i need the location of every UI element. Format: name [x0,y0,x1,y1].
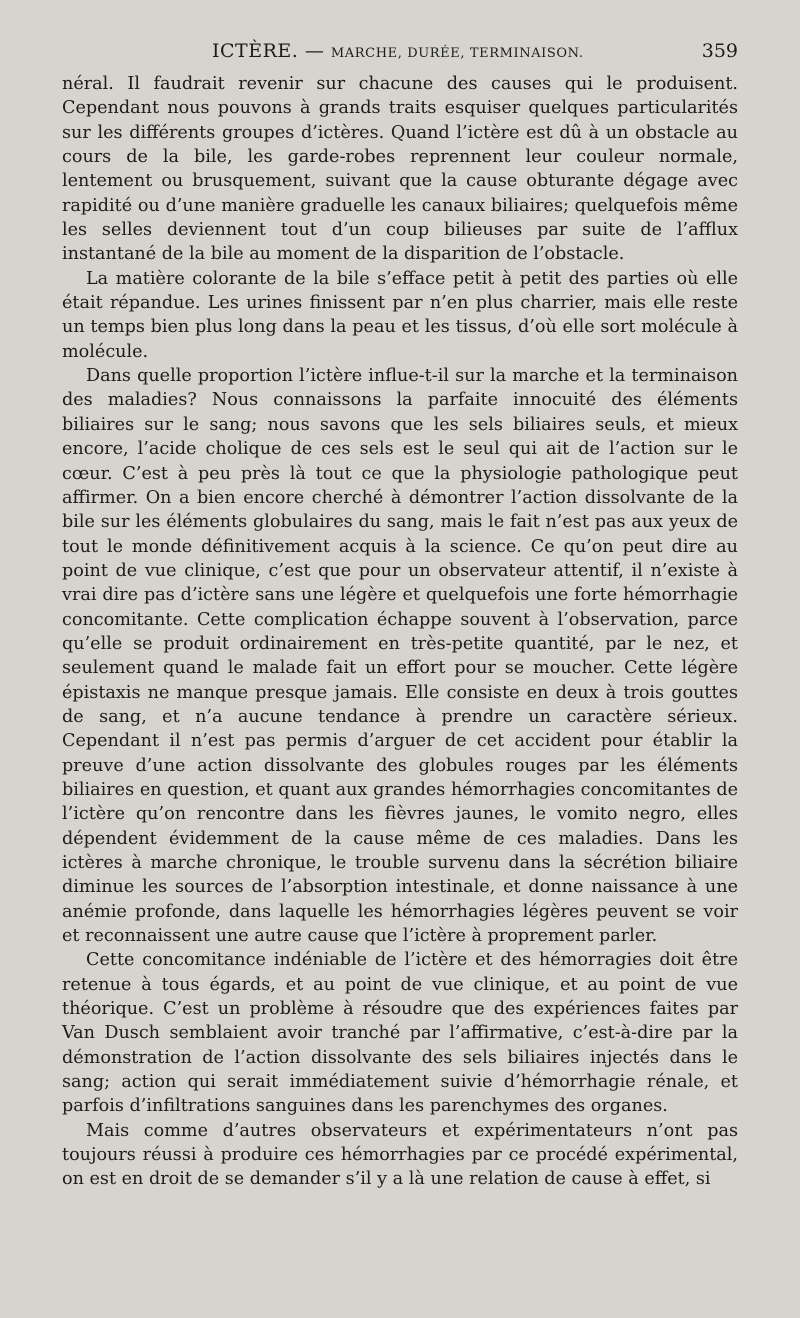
paragraph-3: Dans quelle proportion l’ictère influe-t-il sur la marche et la terminaison des maladies? Nous connaissons la parfaite innocuité des éléments biliaires sur le sang; nous savons que les sels biliaires seuls, et mieux encore, l’acide cholique de ces sels est le seul qui ait de l’action sur le cœur. C’est à peu près là tout ce que la physiologie pathologique peut affirmer. On a bien encore cherché à démontrer l’action dissolvante de la bile sur les éléments globulaires du sang, mais le fait n’est pas aux yeux de tout le monde définitivement acquis à la science. Ce qu’on peut dire au point de vue clinique, c’est que pour un observateur attentif, il n’existe à vrai dire pas d’ictère sans une légère et quelquefois une forte hémorrhagie concomitante. Cette complication échappe souvent à l’observation, parce qu’elle se produit ordinairement en très-petite quantité, par le nez, et seulement quand le malade fait un effort pour se moucher. Cette légère épistaxis ne manque presque jamais. Elle consiste en deux à trois gouttes de sang, et n’a aucune tendance à prendre un caractère sérieux. Cependant il n’est pas permis d’arguer de cet accident pour établir la preuve d’une action dissolvante des globules rouges par les éléments biliaires en question, et quant aux grandes hémorrhagies concomitantes de l’ictère qu’on rencontre dans les fièvres jaunes, le vomito negro, elles dépendent évidemment de la cause même de ces maladies. Dans les ictères à marche chronique, le trouble survenu dans la sécrétion biliaire diminue les sources de l’absorption intestinale, et donne naissance à une anémie profonde, dans laquelle les hémorrhagies légères peuvent se voir et reconnaissent une autre cause que l’ictère à proprement parler. [62,366,738,947]
paragraph-1: néral. Il faudrait revenir sur chacune des causes qui le produisent. Cependant nous pouvons à grands traits esquiser quelques particularités sur les différents groupes d’ictères. Quand l’ictère est dû à un obstacle au cours de la bile, les garde-robes reprennent leur couleur normale, lentement ou brusquement, suivant que la cause obturante dégage avec rapidité ou d’une manière graduelle les canaux biliaires; quelquefois même les selles deviennent tout d’un coup bilieuses par suite de l’afflux instantané de la bile au moment de la disparition de l’obstacle. [62,74,738,265]
running-title [212,36,584,69]
paragraph-2: La matière colorante de la bile s’efface petit à petit des parties où elle était répandue. Les urines finissent par n’en plus charrier, mais elle reste un temps bien plus long dans la peau et les tissus, d’où elle sort molécule à molécule. [62,268,738,362]
page-number: 359 [701,40,738,62]
paragraph-5: Mais comme d’autres observateurs et expérimentateurs n’ont pas toujours réussi à produire ces hémorrhagies par ce procédé expérimental, on est en droit de se demander s’il y a là une relation de cause à effet, si [62,1120,738,1190]
paragraph-4: Cette concomitance indéniable de l’ictère et des hémorragies doit être retenue à tous égards, et au point de vue clinique, et au point de vue théorique. C’est un problème à résoudre que des expériences faites par Van Dusch semblaient avoir tranché par l’affirmative, c’est-à-dire par la démonstration de l’action dissolvante des sels biliaires injectés dans le sang; action qui serait immédiatement suivie d’hémorrhagie rénale, et parfois d’infiltrations sanguines dans les parenchymes des organes. [62,950,738,1117]
running-title-sub: MARCHE, DURÉE, TERMINAISON. [330,46,584,61]
body-text [62,72,738,1192]
running-title-main: ICTÈRE. — [212,40,331,62]
running-header [62,36,738,66]
